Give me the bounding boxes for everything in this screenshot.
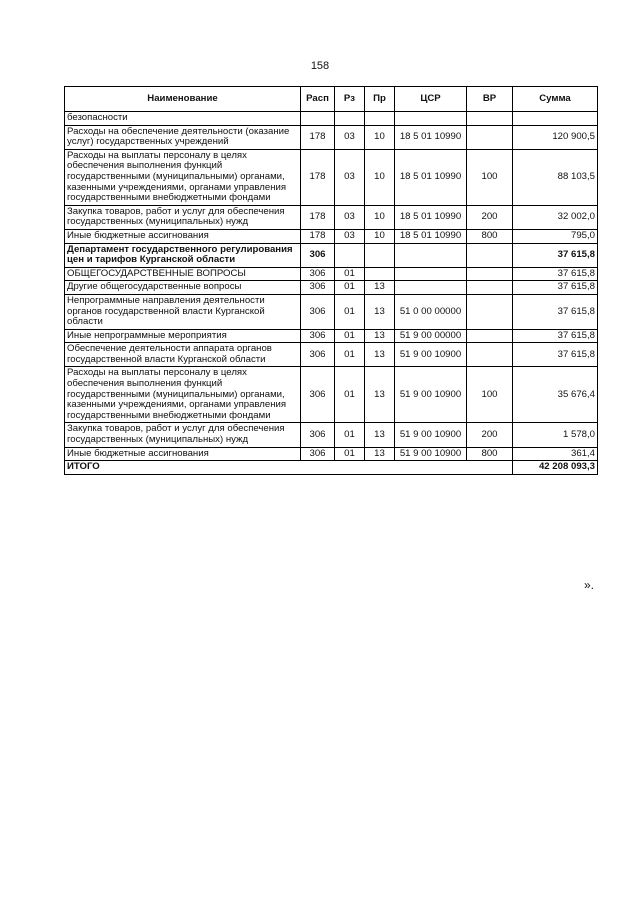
cell-rasp: 178	[301, 125, 335, 149]
cell-name: Иные бюджетные ассигнования	[65, 447, 301, 461]
table-header-row	[65, 87, 598, 112]
cell-rz: 01	[335, 294, 365, 329]
cell-rasp: 306	[301, 447, 335, 461]
cell-vr	[467, 329, 513, 343]
closing-mark: ».	[584, 578, 595, 592]
table-row	[65, 343, 598, 367]
cell-sum	[513, 112, 598, 126]
cell-name: Другие общегосударственные вопросы	[65, 281, 301, 295]
cell-csr: 18 5 01 10990	[395, 205, 467, 229]
cell-vr	[467, 281, 513, 295]
cell-rasp: 306	[301, 329, 335, 343]
cell-pr: 13	[365, 343, 395, 367]
cell-pr: 13	[365, 281, 395, 295]
cell-rz: 03	[335, 205, 365, 229]
cell-vr: 800	[467, 447, 513, 461]
cell-rz: 03	[335, 229, 365, 243]
cell-rasp: 178	[301, 149, 335, 205]
table-row	[65, 423, 598, 447]
cell-name: Иные бюджетные ассигнования	[65, 229, 301, 243]
cell-vr: 200	[467, 205, 513, 229]
table-row	[65, 125, 598, 149]
table-row	[65, 329, 598, 343]
cell-vr	[467, 112, 513, 126]
cell-pr: 13	[365, 329, 395, 343]
cell-sum: 37 615,8	[513, 329, 598, 343]
table-row	[65, 447, 598, 461]
header-sum: Сумма	[513, 87, 598, 112]
table-body	[65, 112, 598, 461]
cell-vr	[467, 267, 513, 281]
header-rz: Рз	[335, 87, 365, 112]
cell-rasp: 306	[301, 294, 335, 329]
cell-pr: 10	[365, 205, 395, 229]
cell-rz: 03	[335, 149, 365, 205]
cell-name: Непрограммные направления деятельности органов государственной власти Курганской области	[65, 294, 301, 329]
cell-sum: 120 900,5	[513, 125, 598, 149]
cell-sum: 37 615,8	[513, 243, 598, 267]
cell-sum: 361,4	[513, 447, 598, 461]
cell-sum: 32 002,0	[513, 205, 598, 229]
cell-sum: 37 615,8	[513, 294, 598, 329]
table-row	[65, 112, 598, 126]
cell-name: Расходы на обеспечение деятельности (оказание услуг) государственных учреждений	[65, 125, 301, 149]
cell-rasp: 306	[301, 367, 335, 423]
cell-rasp: 178	[301, 229, 335, 243]
cell-pr: 13	[365, 447, 395, 461]
table-row	[65, 205, 598, 229]
cell-name: безопасности	[65, 112, 301, 126]
cell-vr	[467, 294, 513, 329]
cell-name: Департамент государственного регулирования цен и тарифов Курганской области	[65, 243, 301, 267]
cell-pr	[365, 112, 395, 126]
cell-csr: 51 9 00 00000	[395, 329, 467, 343]
cell-rz: 01	[335, 267, 365, 281]
cell-rasp: 306	[301, 243, 335, 267]
cell-name: Расходы на выплаты персоналу в целях обеспечения выполнения функций государственными (муниципальными) органами, казенными учреждениями, органами управления государственными внебюджетными фондами	[65, 367, 301, 423]
cell-rasp: 306	[301, 423, 335, 447]
cell-sum: 37 615,8	[513, 267, 598, 281]
cell-vr: 200	[467, 423, 513, 447]
cell-sum: 37 615,8	[513, 343, 598, 367]
table-row	[65, 294, 598, 329]
cell-vr: 800	[467, 229, 513, 243]
cell-sum: 795,0	[513, 229, 598, 243]
cell-rz: 01	[335, 367, 365, 423]
cell-rasp: 306	[301, 267, 335, 281]
cell-pr	[365, 267, 395, 281]
cell-rz: 01	[335, 343, 365, 367]
cell-pr: 10	[365, 229, 395, 243]
cell-pr: 10	[365, 149, 395, 205]
total-sum: 42 208 093,3	[513, 461, 598, 475]
cell-name: ОБЩЕГОСУДАРСТВЕННЫЕ ВОПРОСЫ	[65, 267, 301, 281]
cell-name: Иные непрограммные мероприятия	[65, 329, 301, 343]
budget-table	[64, 86, 598, 475]
cell-name: Закупка товаров, работ и услуг для обеспечения государственных (муниципальных) нужд	[65, 423, 301, 447]
table-row	[65, 243, 598, 267]
cell-name: Расходы на выплаты персоналу в целях обеспечения выполнения функций государственными (муниципальными) органами, казенными учреждениями, органами управления государственными внебюджетными фондами	[65, 149, 301, 205]
cell-vr	[467, 343, 513, 367]
cell-csr: 18 5 01 10990	[395, 229, 467, 243]
cell-vr	[467, 125, 513, 149]
cell-csr: 51 9 00 10900	[395, 447, 467, 461]
cell-sum: 37 615,8	[513, 281, 598, 295]
header-csr: ЦСР	[395, 87, 467, 112]
cell-name: Обеспечение деятельности аппарата органов государственной власти Курганской области	[65, 343, 301, 367]
cell-rasp: 178	[301, 205, 335, 229]
cell-vr	[467, 243, 513, 267]
cell-vr: 100	[467, 367, 513, 423]
cell-rasp	[301, 112, 335, 126]
cell-vr: 100	[467, 149, 513, 205]
header-rasp: Расп	[301, 87, 335, 112]
cell-csr	[395, 112, 467, 126]
cell-pr: 13	[365, 423, 395, 447]
table-row	[65, 267, 598, 281]
header-name: Наименование	[65, 87, 301, 112]
table-row	[65, 229, 598, 243]
cell-pr: 13	[365, 294, 395, 329]
cell-pr	[365, 243, 395, 267]
cell-csr: 51 9 00 10900	[395, 343, 467, 367]
table-row	[65, 281, 598, 295]
cell-rasp: 306	[301, 281, 335, 295]
table-row	[65, 367, 598, 423]
cell-csr	[395, 281, 467, 295]
cell-rz: 01	[335, 329, 365, 343]
cell-sum: 88 103,5	[513, 149, 598, 205]
cell-rz: 01	[335, 447, 365, 461]
cell-csr	[395, 243, 467, 267]
cell-rz: 03	[335, 125, 365, 149]
cell-rasp: 306	[301, 343, 335, 367]
cell-rz	[335, 112, 365, 126]
cell-sum: 1 578,0	[513, 423, 598, 447]
table-row	[65, 149, 598, 205]
cell-pr: 10	[365, 125, 395, 149]
cell-csr: 18 5 01 10990	[395, 125, 467, 149]
total-label: ИТОГО	[65, 461, 513, 475]
header-vr: ВР	[467, 87, 513, 112]
cell-csr	[395, 267, 467, 281]
cell-csr: 18 5 01 10990	[395, 149, 467, 205]
cell-name: Закупка товаров, работ и услуг для обеспечения государственных (муниципальных) нужд	[65, 205, 301, 229]
cell-sum: 35 676,4	[513, 367, 598, 423]
cell-csr: 51 9 00 10900	[395, 367, 467, 423]
total-row	[65, 461, 598, 475]
cell-csr: 51 9 00 10900	[395, 423, 467, 447]
cell-rz	[335, 243, 365, 267]
cell-pr: 13	[365, 367, 395, 423]
page-number: 158	[310, 60, 330, 72]
cell-rz: 01	[335, 423, 365, 447]
header-pr: Пр	[365, 87, 395, 112]
cell-rz: 01	[335, 281, 365, 295]
cell-csr: 51 0 00 00000	[395, 294, 467, 329]
